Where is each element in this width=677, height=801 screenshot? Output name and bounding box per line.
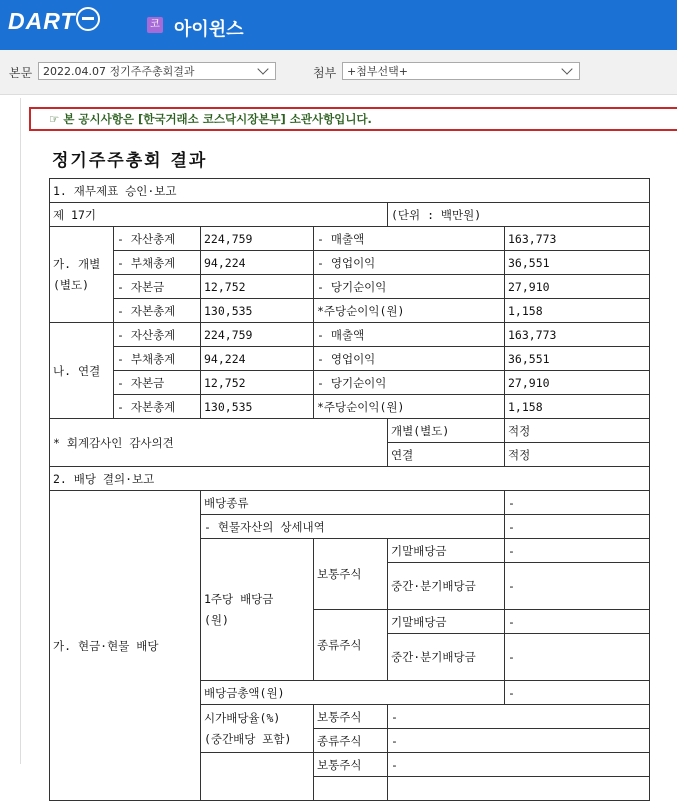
company-name: 아이윈스 <box>174 19 244 40</box>
item-label: - 당기순이익 <box>314 275 505 299</box>
item-value: 36,551 <box>505 251 650 275</box>
dividend-value: - <box>505 610 650 634</box>
term-cell: 제 17기 <box>50 203 388 227</box>
attachment-select[interactable] <box>342 62 580 80</box>
item-value: 27,910 <box>505 371 650 395</box>
audit-consolidated-label: 연결 <box>388 443 505 467</box>
section-header: 2. 배당 결의·보고 <box>50 467 650 491</box>
share-class-label: 종류주식 <box>314 610 388 681</box>
dividend-value: - <box>505 539 650 563</box>
item-value: 224,759 <box>201 227 314 251</box>
item-label: - 자본총계 <box>114 299 201 323</box>
inkind-detail-label: - 현물자산의 상세내역 <box>201 515 505 539</box>
section-header: 1. 재무제표 승인·보고 <box>50 179 650 203</box>
attachment-label: 첨부 <box>313 66 337 80</box>
notice-banner: ☞ 본 공시사항은 [한국거래소 코스닥시장본부] 소관사항입니다. <box>29 107 677 131</box>
doc-toolbar <box>0 50 677 95</box>
item-label: - 영업이익 <box>314 251 505 275</box>
item-value: 163,773 <box>505 227 650 251</box>
next-row-value: - <box>388 753 650 777</box>
item-value: 94,224 <box>201 251 314 275</box>
item-label: - 자산총계 <box>114 227 201 251</box>
item-label: - 자본금 <box>114 371 201 395</box>
share-class-label: 보통주식 <box>314 705 388 729</box>
audit-opinion-label: * 회계감사인 감사의견 <box>50 419 388 467</box>
next-row-value <box>388 777 650 801</box>
item-label: - 부채총계 <box>114 251 201 275</box>
item-label: *주당순이익(원) <box>314 395 505 419</box>
item-label: - 매출액 <box>314 323 505 347</box>
item-value: 36,551 <box>505 347 650 371</box>
chevron-down-icon <box>561 63 572 74</box>
inkind-detail-value: - <box>505 515 650 539</box>
group-label: 나. 연결 <box>50 323 114 419</box>
dividend-value: - <box>505 634 650 681</box>
item-label: - 영업이익 <box>314 347 505 371</box>
audit-consolidated-value: 적정 <box>505 443 650 467</box>
item-value: 12,752 <box>201 371 314 395</box>
item-label: - 자산총계 <box>114 323 201 347</box>
item-label: - 당기순이익 <box>314 371 505 395</box>
group-label: 가. 개별 (별도) <box>50 227 114 323</box>
item-value: 1,158 <box>505 299 650 323</box>
item-value: 163,773 <box>505 323 650 347</box>
item-label: - 자본금 <box>114 275 201 299</box>
share-class-label: 보통주식 <box>314 539 388 610</box>
market-badge: 코 <box>147 17 163 33</box>
next-row-label <box>201 753 314 801</box>
total-dividend-value: - <box>505 681 650 705</box>
item-value: 94,224 <box>201 347 314 371</box>
share-class-label: 보통주식 <box>314 753 388 777</box>
unit-cell: (단위 : 백만원) <box>388 203 650 227</box>
dividend-yield-label: 시가배당율(%) (중간배당 포함) <box>201 705 314 753</box>
total-dividend-label: 배당금총액(원) <box>201 681 505 705</box>
share-class-label: 종류주식 <box>314 729 388 753</box>
item-value: 130,535 <box>201 299 314 323</box>
dividend-type-value: - <box>505 491 650 515</box>
logo-circle-icon <box>76 7 100 31</box>
dividend-group-label: 가. 현금·현물 배당 <box>50 491 201 801</box>
item-label: - 부채총계 <box>114 347 201 371</box>
document-title: 정기주주총회 결과 <box>52 151 208 171</box>
item-label: *주당순이익(원) <box>314 299 505 323</box>
dividend-yield-value: - <box>388 705 650 729</box>
main-doc-select[interactable] <box>38 62 276 80</box>
dps-label: 1주당 배당금 (원) <box>201 539 314 681</box>
dividend-yield-value: - <box>388 729 650 753</box>
item-value: 130,535 <box>201 395 314 419</box>
main-doc-select-value: 2022.04.07 정기주주총회결과 <box>43 65 195 78</box>
item-value: 12,752 <box>201 275 314 299</box>
main-doc-label: 본문 <box>9 66 33 80</box>
dart-logo[interactable] <box>8 7 100 35</box>
dividend-kind-label: 중간·분기배당금 <box>388 563 505 610</box>
dividend-type-label: 배당종류 <box>201 491 505 515</box>
chevron-down-icon <box>257 63 268 74</box>
dart-logo-text: DART <box>8 8 76 34</box>
share-class-label <box>314 777 388 801</box>
result-table <box>49 178 650 801</box>
item-label: - 자본총계 <box>114 395 201 419</box>
item-value: 1,158 <box>505 395 650 419</box>
audit-separate-label: 개별(별도) <box>388 419 505 443</box>
app-header <box>0 0 677 50</box>
dividend-value: - <box>505 563 650 610</box>
item-value: 224,759 <box>201 323 314 347</box>
dividend-kind-label: 기말배당금 <box>388 610 505 634</box>
dividend-kind-label: 기말배당금 <box>388 539 505 563</box>
item-label: - 매출액 <box>314 227 505 251</box>
dividend-kind-label: 중간·분기배당금 <box>388 634 505 681</box>
audit-separate-value: 적정 <box>505 419 650 443</box>
item-value: 27,910 <box>505 275 650 299</box>
attachment-select-value: +첨부선택+ <box>347 65 408 78</box>
